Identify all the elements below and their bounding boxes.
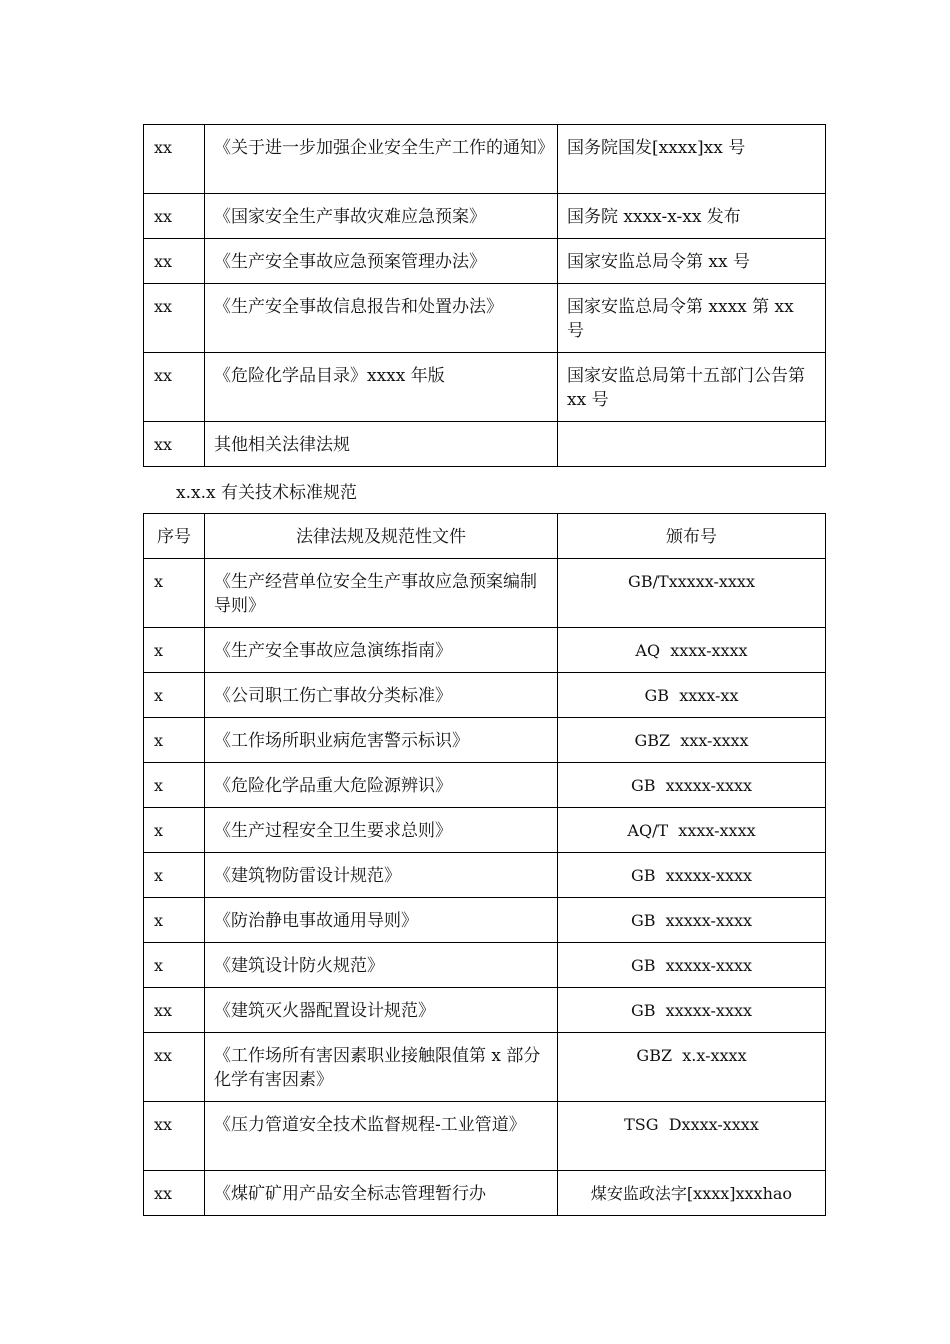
cell-issue-number: 国家安监总局第十五部门公告第 xx 号 — [558, 353, 826, 422]
table-row — [144, 943, 826, 988]
table-row — [144, 1171, 826, 1216]
cell-document-title: 《公司职工伤亡事故分类标准》 — [205, 673, 558, 718]
cell-number: x — [144, 898, 205, 943]
cell-issue-number: GB xxxxx-xxxx — [558, 988, 826, 1033]
standards-table-body — [144, 514, 826, 1216]
cell-number: x — [144, 673, 205, 718]
cell-issue-number: 国务院国发[xxxx]xx 号 — [558, 125, 826, 194]
cell-issue-number: 国家安监总局令第 xxxx 第 xx 号 — [558, 284, 826, 353]
table-row — [144, 284, 826, 353]
header-cell-issue: 颁布号 — [558, 514, 826, 559]
header-cell-name: 法律法规及规范性文件 — [205, 514, 558, 559]
cell-number: x — [144, 853, 205, 898]
cell-number: x — [144, 628, 205, 673]
cell-document-title: 《防治静电事故通用导则》 — [205, 898, 558, 943]
cell-number: x — [144, 718, 205, 763]
cell-document-title: 其他相关法律法规 — [205, 422, 558, 467]
table-row — [144, 353, 826, 422]
cell-number: xx — [144, 988, 205, 1033]
table-row — [144, 808, 826, 853]
cell-issue-number: GB/Txxxxx-xxxx — [558, 559, 826, 628]
cell-issue-number: GB xxxxx-xxxx — [558, 943, 826, 988]
cell-document-title: 《生产安全事故信息报告和处置办法》 — [205, 284, 558, 353]
cell-issue-number: AQ xxxx-xxxx — [558, 628, 826, 673]
table-row — [144, 628, 826, 673]
cell-number: xx — [144, 422, 205, 467]
cell-number: x — [144, 808, 205, 853]
cell-issue-number: AQ/T xxxx-xxxx — [558, 808, 826, 853]
cell-issue-number: GB xxxxx-xxxx — [558, 763, 826, 808]
cell-document-title: 《关于进一步加强企业安全生产工作的通知》 — [205, 125, 558, 194]
table-row — [144, 673, 826, 718]
cell-issue-number: 国家安监总局令第 xx 号 — [558, 239, 826, 284]
cell-document-title: 《煤矿矿用产品安全标志管理暂行办 — [205, 1171, 558, 1216]
table-row — [144, 853, 826, 898]
standards-table — [143, 513, 826, 1216]
cell-document-title: 《国家安全生产事故灾难应急预案》 — [205, 194, 558, 239]
cell-number: xx — [144, 1033, 205, 1102]
cell-issue-number: GBZ xxx-xxxx — [558, 718, 826, 763]
table-row — [144, 125, 826, 194]
cell-number: xx — [144, 284, 205, 353]
cell-document-title: 《生产过程安全卫生要求总则》 — [205, 808, 558, 853]
table-row — [144, 898, 826, 943]
cell-number: xx — [144, 194, 205, 239]
cell-number: xx — [144, 353, 205, 422]
table-row — [144, 718, 826, 763]
cell-number: x — [144, 559, 205, 628]
cell-issue-number: GB xxxx-xx — [558, 673, 826, 718]
table-row — [144, 1102, 826, 1171]
table-row — [144, 239, 826, 284]
table-row — [144, 1033, 826, 1102]
table-header-row — [144, 514, 826, 559]
laws-table — [143, 124, 826, 467]
cell-number: x — [144, 763, 205, 808]
cell-document-title: 《压力管道安全技术监督规程-工业管道》 — [205, 1102, 558, 1171]
table-row — [144, 422, 826, 467]
cell-issue-number: GB xxxxx-xxxx — [558, 853, 826, 898]
header-cell-no: 序号 — [144, 514, 205, 559]
cell-issue-number — [558, 422, 826, 467]
cell-document-title: 《危险化学品重大危险源辨识》 — [205, 763, 558, 808]
cell-issue-number: 煤安监政法字[xxxx]xxxhao — [558, 1171, 826, 1216]
cell-document-title: 《建筑设计防火规范》 — [205, 943, 558, 988]
cell-number: x — [144, 943, 205, 988]
table-row — [144, 988, 826, 1033]
cell-document-title: 《生产安全事故应急演练指南》 — [205, 628, 558, 673]
cell-document-title: 《生产经营单位安全生产事故应急预案编制导则》 — [205, 559, 558, 628]
cell-issue-number: TSG Dxxxx-xxxx — [558, 1102, 826, 1171]
cell-issue-number: 国务院 xxxx-x-xx 发布 — [558, 194, 826, 239]
cell-document-title: 《工作场所有害因素职业接触限值第 x 部分化学有害因素》 — [205, 1033, 558, 1102]
cell-document-title: 《工作场所职业病危害警示标识》 — [205, 718, 558, 763]
table-row — [144, 194, 826, 239]
cell-number: xx — [144, 239, 205, 284]
cell-issue-number: GBZ x.x-xxxx — [558, 1033, 826, 1102]
table-row — [144, 763, 826, 808]
cell-document-title: 《生产安全事故应急预案管理办法》 — [205, 239, 558, 284]
cell-issue-number: GB xxxxx-xxxx — [558, 898, 826, 943]
cell-number: xx — [144, 125, 205, 194]
section-heading: x.x.x 有关技术标准规范 — [176, 483, 357, 503]
cell-number: xx — [144, 1102, 205, 1171]
cell-number: xx — [144, 1171, 205, 1216]
table-row — [144, 559, 826, 628]
cell-document-title: 《危险化学品目录》xxxx 年版 — [205, 353, 558, 422]
cell-document-title: 《建筑灭火器配置设计规范》 — [205, 988, 558, 1033]
laws-table-body — [144, 125, 826, 467]
cell-document-title: 《建筑物防雷设计规范》 — [205, 853, 558, 898]
